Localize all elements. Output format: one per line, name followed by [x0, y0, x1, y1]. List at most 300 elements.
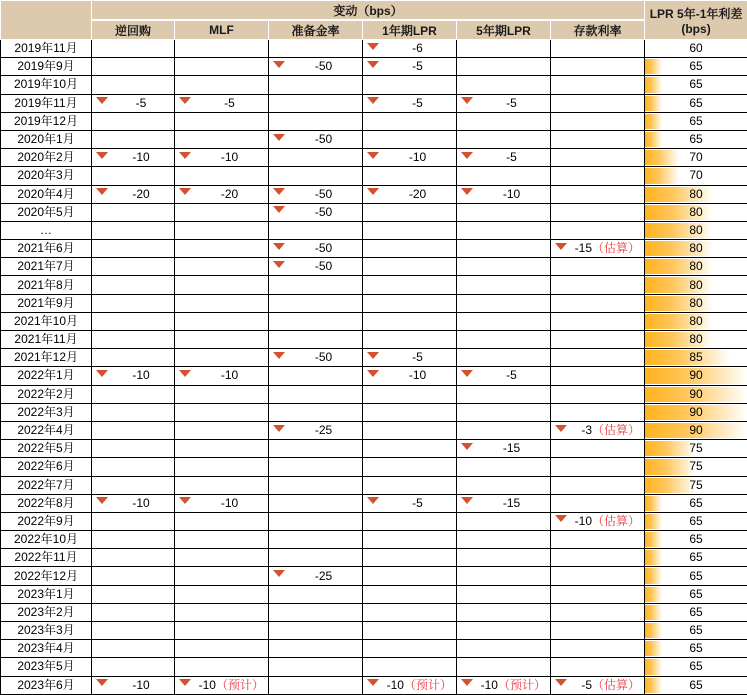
- spread-value: 80: [689, 332, 702, 346]
- lpr-5y-cell: [457, 622, 551, 640]
- table-row: [1, 585, 747, 603]
- lpr-5y-value: [473, 149, 550, 166]
- deposit-rate-cell: [551, 676, 645, 694]
- spread-value: 90: [689, 423, 702, 437]
- spread-value: 80: [689, 223, 702, 237]
- deposit-rate-value: [567, 422, 644, 439]
- table-row: [1, 385, 747, 403]
- reverse-repo-cell: [92, 167, 175, 185]
- change-bps: -10: [221, 368, 238, 382]
- change-bps: -10: [221, 150, 238, 164]
- lpr-5y-cell: [457, 658, 551, 676]
- spread-cell: [645, 94, 747, 112]
- mlf-cell: [175, 622, 269, 640]
- reverse-repo-cell: [92, 40, 175, 58]
- reverse-repo-cell: [92, 367, 175, 385]
- lpr-5y-cell: [457, 258, 551, 276]
- date-cell: 2020年1月: [1, 130, 92, 148]
- lpr-5y-value: [473, 677, 550, 694]
- down-triangle-icon: [461, 679, 473, 686]
- table-row: [1, 294, 747, 312]
- rrr-cell: [269, 367, 363, 385]
- change-bps: -10: [221, 496, 238, 510]
- spread-value: 75: [689, 441, 702, 455]
- mlf-value: [191, 677, 268, 694]
- lpr-5y-cell: [457, 294, 551, 312]
- deposit-rate-cell: [551, 403, 645, 421]
- rrr-cell: [269, 385, 363, 403]
- change-bps: -50: [315, 187, 332, 201]
- change-bps: -15: [503, 496, 520, 510]
- table-row: [1, 549, 747, 567]
- table-row: [1, 203, 747, 221]
- mlf-cell: [175, 403, 269, 421]
- lpr-5y-cell: [457, 367, 551, 385]
- change-bps: -10: [503, 187, 520, 201]
- spread-value: 80: [689, 314, 702, 328]
- change-bps: -5: [412, 96, 423, 110]
- mlf-cell: [175, 476, 269, 494]
- mlf-cell: [175, 76, 269, 94]
- rrr-cell: [269, 421, 363, 439]
- mlf-cell: [175, 567, 269, 585]
- reverse-repo-value: [108, 495, 174, 512]
- rrr-value: [285, 258, 362, 275]
- lpr-5y-cell: [457, 640, 551, 658]
- spread-value: 65: [689, 605, 702, 619]
- down-triangle-icon: [273, 134, 285, 141]
- rrr-cell: [269, 149, 363, 167]
- spread-value: 70: [689, 168, 702, 182]
- mlf-cell: [175, 512, 269, 530]
- date-cell: 2022年11月: [1, 549, 92, 567]
- spread-cell: [645, 349, 747, 367]
- rrr-cell: [269, 331, 363, 349]
- spread-value: 60: [689, 41, 702, 55]
- date-cell: 2021年9月: [1, 294, 92, 312]
- col-header-mlf: MLF: [175, 20, 269, 40]
- down-triangle-icon: [273, 425, 285, 432]
- mlf-cell: [175, 149, 269, 167]
- reverse-repo-value: [108, 149, 174, 166]
- data-bar: [645, 678, 662, 693]
- mlf-cell: [175, 549, 269, 567]
- lpr-1y-cell: [363, 130, 457, 148]
- reverse-repo-cell: [92, 149, 175, 167]
- deposit-rate-cell: [551, 385, 645, 403]
- deposit-rate-cell: [551, 185, 645, 203]
- data-bar: [645, 77, 662, 92]
- lpr-1y-cell: [363, 531, 457, 549]
- spread-header: [645, 1, 747, 40]
- data-bar: [645, 659, 662, 674]
- estimate-note: （预计）: [404, 678, 452, 692]
- date-cell: 2022年2月: [1, 385, 92, 403]
- change-bps: -5: [506, 368, 517, 382]
- col-header-deposit-rate: 存款利率: [551, 20, 645, 40]
- table-row: [1, 458, 747, 476]
- deposit-rate-value: [567, 513, 644, 530]
- mlf-cell: [175, 221, 269, 239]
- lpr-1y-cell: [363, 276, 457, 294]
- down-triangle-icon: [96, 370, 108, 377]
- rrr-value: [285, 349, 362, 366]
- mlf-cell: [175, 658, 269, 676]
- spread-value: 90: [689, 368, 702, 382]
- spread-cell: [645, 676, 747, 694]
- lpr-1y-cell: [363, 94, 457, 112]
- lpr-1y-cell: [363, 76, 457, 94]
- date-cell: 2022年1月: [1, 367, 92, 385]
- change-bps: -25: [315, 423, 332, 437]
- down-triangle-icon: [367, 61, 379, 68]
- lpr-1y-cell: [363, 640, 457, 658]
- table-row: [1, 276, 747, 294]
- lpr-1y-cell: [363, 603, 457, 621]
- change-bps: -6: [412, 41, 423, 55]
- down-triangle-icon: [273, 570, 285, 577]
- lpr-5y-cell: [457, 476, 551, 494]
- table-row: [1, 149, 747, 167]
- reverse-repo-cell: [92, 494, 175, 512]
- change-bps: -5: [506, 96, 517, 110]
- lpr-5y-cell: [457, 312, 551, 330]
- date-cell: 2020年5月: [1, 203, 92, 221]
- change-bps: -5: [224, 96, 235, 110]
- reverse-repo-value: [108, 367, 174, 384]
- table-row: [1, 94, 747, 112]
- spread-cell: [645, 421, 747, 439]
- spread-value: 65: [689, 514, 702, 528]
- mlf-value: [191, 367, 268, 384]
- lpr-5y-cell: [457, 440, 551, 458]
- table-row: [1, 476, 747, 494]
- lpr-1y-cell: [363, 203, 457, 221]
- lpr-5y-cell: [457, 76, 551, 94]
- change-bps: -10: [132, 150, 149, 164]
- deposit-rate-cell: [551, 94, 645, 112]
- down-triangle-icon: [555, 425, 567, 432]
- lpr-5y-cell: [457, 531, 551, 549]
- lpr-1y-value: [379, 495, 456, 512]
- table-row: [1, 312, 747, 330]
- lpr-1y-cell: [363, 312, 457, 330]
- rrr-cell: [269, 294, 363, 312]
- reverse-repo-cell: [92, 294, 175, 312]
- table-row: [1, 440, 747, 458]
- spread-value: 65: [689, 587, 702, 601]
- mlf-cell: [175, 603, 269, 621]
- spread-value: 65: [689, 659, 702, 673]
- reverse-repo-cell: [92, 458, 175, 476]
- lpr-5y-cell: [457, 549, 551, 567]
- lpr-1y-cell: [363, 385, 457, 403]
- lpr-5y-cell: [457, 94, 551, 112]
- lpr-5y-cell: [457, 167, 551, 185]
- rrr-cell: [269, 58, 363, 76]
- change-bps: -5: [581, 678, 592, 692]
- estimate-note: （估算）: [592, 241, 640, 255]
- down-triangle-icon: [461, 443, 473, 450]
- lpr-1y-cell: [363, 512, 457, 530]
- spread-cell: [645, 203, 747, 221]
- spread-cell: [645, 640, 747, 658]
- rrr-cell: [269, 40, 363, 58]
- lpr-1y-cell: [363, 494, 457, 512]
- lpr-1y-cell: [363, 658, 457, 676]
- lpr-1y-cell: [363, 58, 457, 76]
- change-bps: -50: [315, 59, 332, 73]
- lpr-1y-cell: [363, 331, 457, 349]
- lpr-1y-cell: [363, 676, 457, 694]
- table-row: [1, 130, 747, 148]
- reverse-repo-value: [108, 186, 174, 203]
- reverse-repo-cell: [92, 349, 175, 367]
- lpr-1y-value: [379, 95, 456, 112]
- mlf-cell: [175, 585, 269, 603]
- data-bar: [645, 350, 730, 365]
- reverse-repo-cell: [92, 512, 175, 530]
- spread-cell: [645, 258, 747, 276]
- lpr-1y-value: [379, 58, 456, 75]
- reverse-repo-cell: [92, 385, 175, 403]
- lpr-5y-value: [473, 95, 550, 112]
- change-bps: -5: [412, 59, 423, 73]
- table-row: [1, 567, 747, 585]
- data-bar: [645, 59, 662, 74]
- down-triangle-icon: [367, 188, 379, 195]
- mlf-cell: [175, 203, 269, 221]
- rrr-cell: [269, 622, 363, 640]
- date-cell: 2023年6月: [1, 676, 92, 694]
- deposit-rate-value: [567, 677, 644, 694]
- data-bar: [645, 568, 662, 583]
- lpr-1y-cell: [363, 167, 457, 185]
- date-cell: 2022年7月: [1, 476, 92, 494]
- down-triangle-icon: [273, 188, 285, 195]
- lpr-1y-cell: [363, 112, 457, 130]
- table-row: [1, 349, 747, 367]
- lpr-1y-cell: [363, 294, 457, 312]
- date-cell: …: [1, 221, 92, 239]
- lpr-5y-value: [473, 495, 550, 512]
- lpr-1y-cell: [363, 185, 457, 203]
- deposit-rate-cell: [551, 367, 645, 385]
- deposit-rate-cell: [551, 440, 645, 458]
- down-triangle-icon: [179, 497, 191, 504]
- lpr-5y-value: [473, 367, 550, 384]
- spread-value: 85: [689, 350, 702, 364]
- rrr-value: [285, 186, 362, 203]
- lpr-5y-cell: [457, 276, 551, 294]
- deposit-rate-cell: [551, 585, 645, 603]
- mlf-cell: [175, 185, 269, 203]
- data-bar: [645, 587, 662, 602]
- lpr-1y-cell: [363, 258, 457, 276]
- col-header-reverse-repo: 逆回购: [92, 20, 175, 40]
- down-triangle-icon: [555, 679, 567, 686]
- deposit-rate-value: [567, 240, 644, 257]
- spread-value: 65: [689, 59, 702, 73]
- deposit-rate-cell: [551, 312, 645, 330]
- reverse-repo-cell: [92, 58, 175, 76]
- mlf-cell: [175, 240, 269, 258]
- lpr-5y-cell: [457, 512, 551, 530]
- mlf-cell: [175, 94, 269, 112]
- spread-value: 65: [689, 569, 702, 583]
- down-triangle-icon: [367, 152, 379, 159]
- lpr-1y-cell: [363, 622, 457, 640]
- spread-cell: [645, 76, 747, 94]
- rrr-value: [285, 422, 362, 439]
- mlf-cell: [175, 112, 269, 130]
- spread-cell: [645, 312, 747, 330]
- table-row: [1, 221, 747, 239]
- table-row: [1, 658, 747, 676]
- lpr-5y-value: [473, 440, 550, 457]
- spread-cell: [645, 185, 747, 203]
- down-triangle-icon: [367, 43, 379, 50]
- change-bps: -50: [315, 259, 332, 273]
- lpr-1y-cell: [363, 149, 457, 167]
- deposit-rate-cell: [551, 512, 645, 530]
- spread-cell: [645, 549, 747, 567]
- change-bps: -3: [581, 423, 592, 437]
- mlf-cell: [175, 440, 269, 458]
- spread-value: 90: [689, 387, 702, 401]
- rrr-cell: [269, 603, 363, 621]
- date-cell: 2023年2月: [1, 603, 92, 621]
- rrr-cell: [269, 658, 363, 676]
- reverse-repo-cell: [92, 312, 175, 330]
- date-cell: 2022年4月: [1, 421, 92, 439]
- reverse-repo-cell: [92, 94, 175, 112]
- deposit-rate-cell: [551, 149, 645, 167]
- table-row: [1, 494, 747, 512]
- spread-cell: [645, 403, 747, 421]
- mlf-cell: [175, 130, 269, 148]
- deposit-rate-cell: [551, 221, 645, 239]
- mlf-cell: [175, 421, 269, 439]
- deposit-rate-cell: [551, 167, 645, 185]
- table-row: [1, 76, 747, 94]
- date-cell: 2023年1月: [1, 585, 92, 603]
- table-row: [1, 258, 747, 276]
- down-triangle-icon: [555, 243, 567, 250]
- reverse-repo-cell: [92, 258, 175, 276]
- down-triangle-icon: [461, 152, 473, 159]
- table-row: [1, 40, 747, 58]
- lpr-1y-cell: [363, 476, 457, 494]
- estimate-note: （预计）: [498, 678, 546, 692]
- spread-cell: [645, 512, 747, 530]
- change-bps: -50: [315, 241, 332, 255]
- down-triangle-icon: [367, 370, 379, 377]
- lpr-5y-cell: [457, 331, 551, 349]
- rrr-cell: [269, 76, 363, 94]
- reverse-repo-value: [108, 95, 174, 112]
- rrr-cell: [269, 221, 363, 239]
- deposit-rate-cell: [551, 58, 645, 76]
- change-bps: -20: [409, 187, 426, 201]
- date-cell: 2022年12月: [1, 567, 92, 585]
- date-cell: 2023年3月: [1, 622, 92, 640]
- date-cell: 2022年5月: [1, 440, 92, 458]
- reverse-repo-cell: [92, 603, 175, 621]
- data-bar: [645, 550, 662, 565]
- spread-cell: [645, 367, 747, 385]
- change-bps: -10: [575, 514, 592, 528]
- spread-cell: [645, 622, 747, 640]
- lpr-5y-cell: [457, 567, 551, 585]
- change-bps: -10: [409, 368, 426, 382]
- change-bps: -5: [506, 150, 517, 164]
- down-triangle-icon: [96, 152, 108, 159]
- rrr-cell: [269, 476, 363, 494]
- lpr-1y-cell: [363, 367, 457, 385]
- date-cell: 2022年8月: [1, 494, 92, 512]
- rrr-value: [285, 204, 362, 221]
- spread-value: 75: [689, 459, 702, 473]
- mlf-cell: [175, 167, 269, 185]
- table-row: [1, 112, 747, 130]
- down-triangle-icon: [179, 97, 191, 104]
- rrr-cell: [269, 94, 363, 112]
- mlf-cell: [175, 640, 269, 658]
- mlf-value: [191, 186, 268, 203]
- spread-value: 80: [689, 296, 702, 310]
- rrr-cell: [269, 276, 363, 294]
- deposit-rate-cell: [551, 458, 645, 476]
- deposit-rate-cell: [551, 622, 645, 640]
- spread-cell: [645, 276, 747, 294]
- reverse-repo-cell: [92, 440, 175, 458]
- mlf-cell: [175, 276, 269, 294]
- spread-cell: [645, 149, 747, 167]
- down-triangle-icon: [179, 370, 191, 377]
- down-triangle-icon: [367, 497, 379, 504]
- mlf-cell: [175, 294, 269, 312]
- rrr-value: [285, 568, 362, 585]
- lpr-1y-cell: [363, 440, 457, 458]
- change-bps: -10: [387, 678, 404, 692]
- date-cell: 2020年4月: [1, 185, 92, 203]
- lpr-1y-value: [379, 367, 456, 384]
- spread-cell: [645, 385, 747, 403]
- down-triangle-icon: [96, 97, 108, 104]
- spread-value: 80: [689, 278, 702, 292]
- down-triangle-icon: [96, 188, 108, 195]
- lpr-1y-cell: [363, 240, 457, 258]
- spread-cell: [645, 130, 747, 148]
- spread-value: 65: [689, 132, 702, 146]
- lpr-1y-cell: [363, 567, 457, 585]
- estimate-note: （估算）: [592, 514, 640, 528]
- change-bps: -50: [315, 132, 332, 146]
- mlf-cell: [175, 349, 269, 367]
- change-bps: -15: [575, 241, 592, 255]
- deposit-rate-cell: [551, 76, 645, 94]
- reverse-repo-cell: [92, 421, 175, 439]
- spread-value: 65: [689, 496, 702, 510]
- lpr-5y-cell: [457, 221, 551, 239]
- reverse-repo-cell: [92, 130, 175, 148]
- lpr-1y-cell: [363, 458, 457, 476]
- rrr-cell: [269, 494, 363, 512]
- date-cell: 2022年10月: [1, 531, 92, 549]
- header-row-1: [1, 1, 747, 21]
- reverse-repo-cell: [92, 567, 175, 585]
